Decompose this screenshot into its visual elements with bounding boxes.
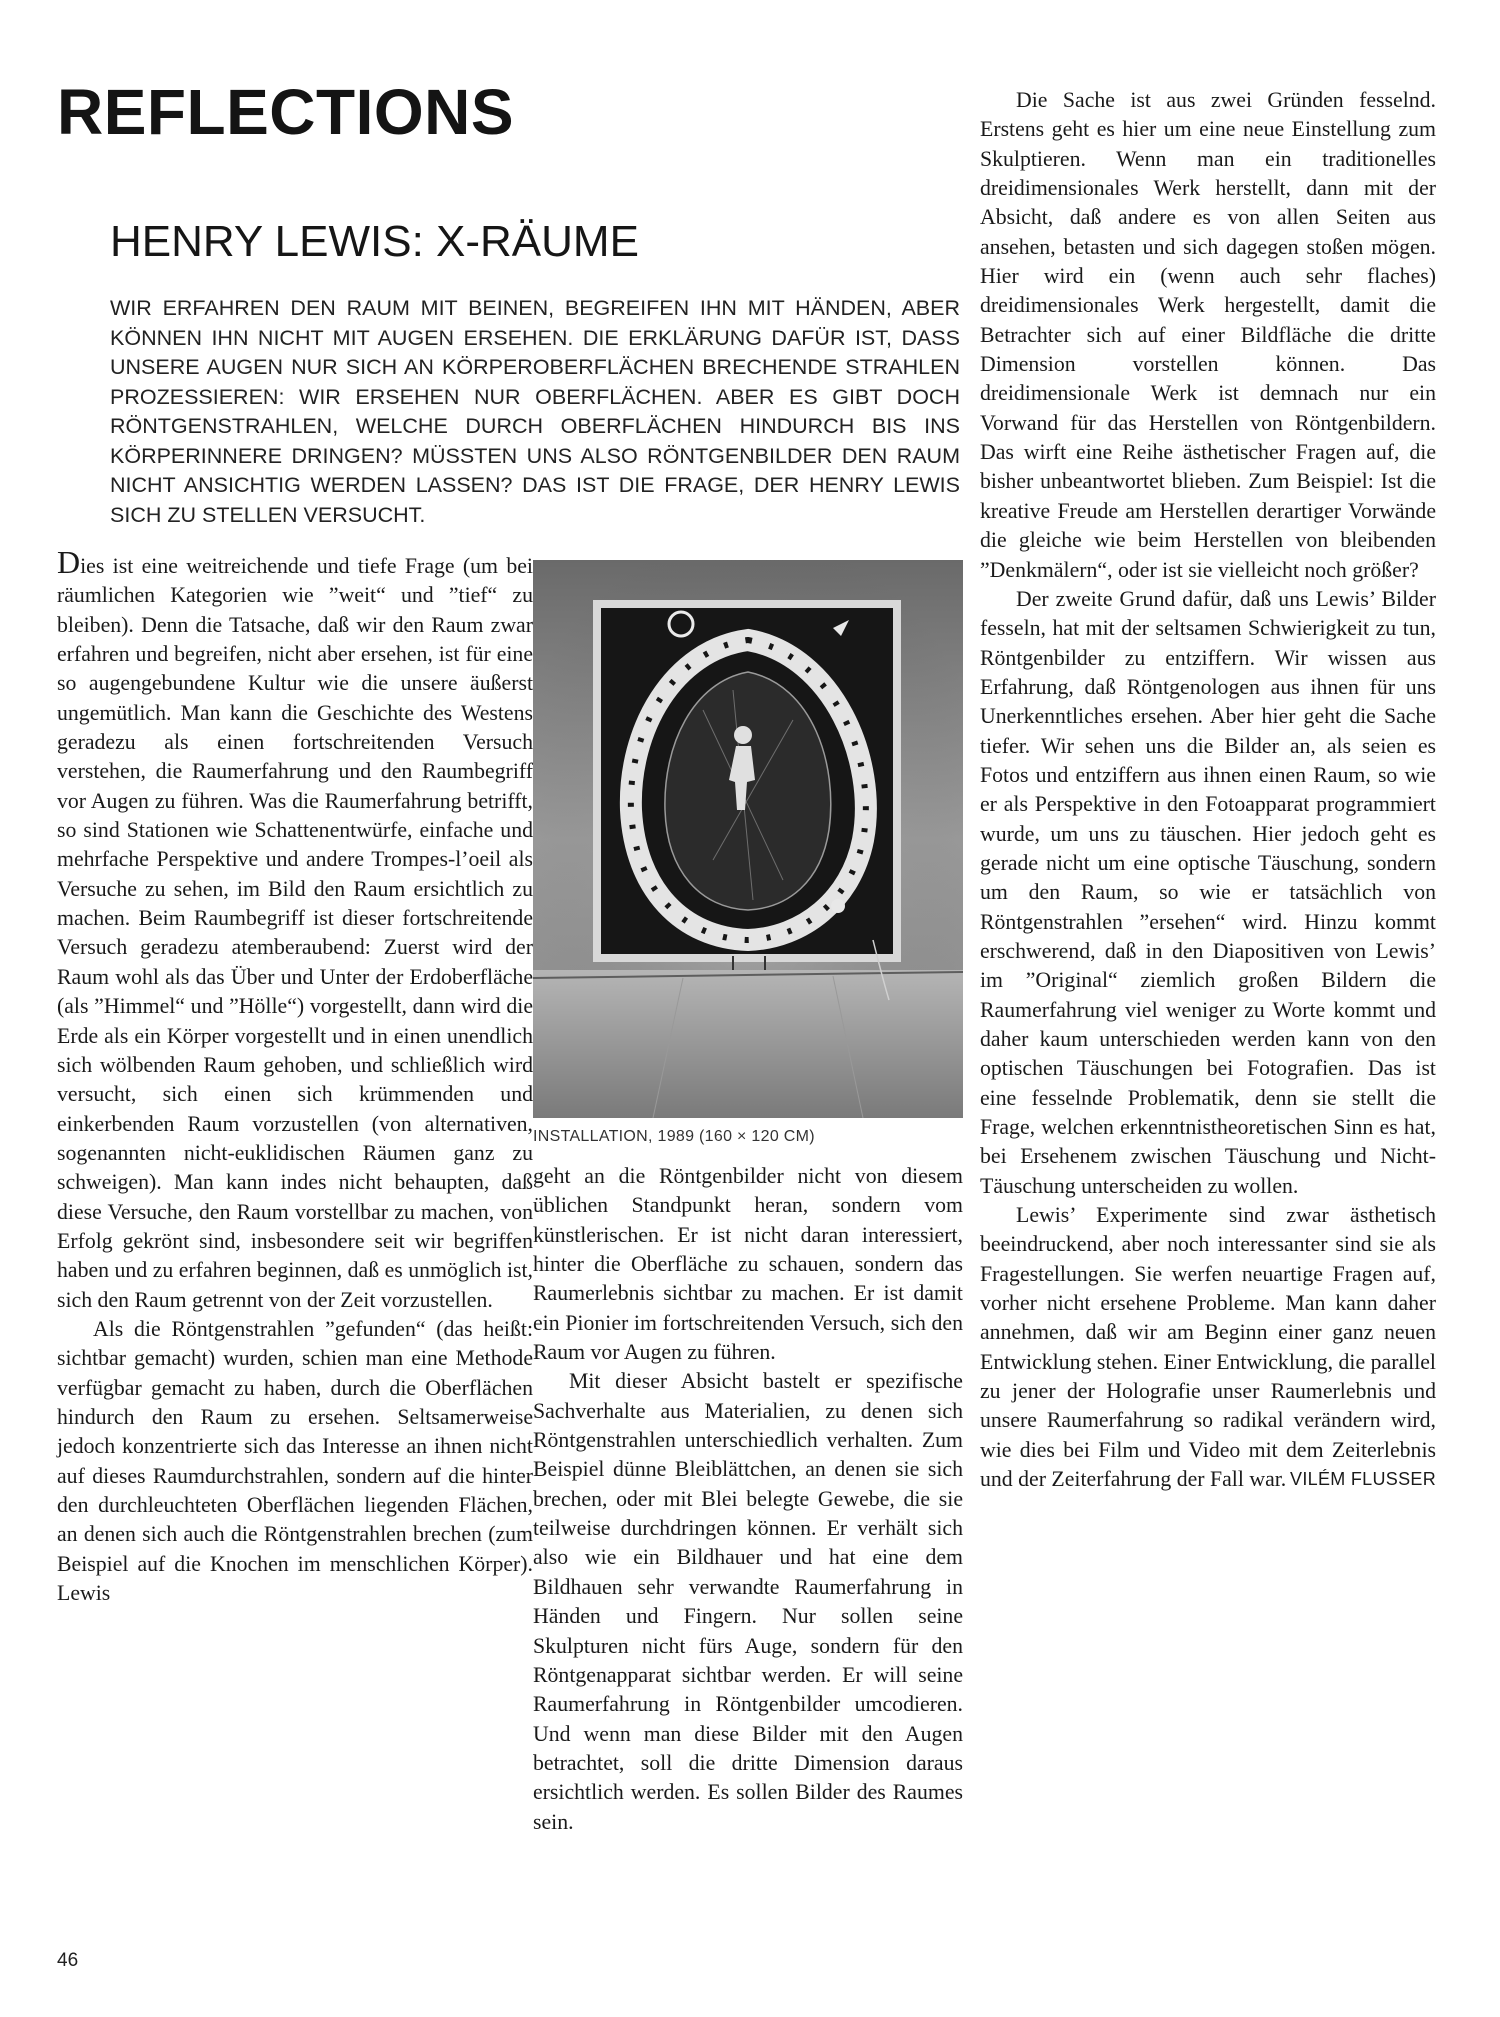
article-title: HENRY LEWIS: X-RÄUME	[110, 217, 639, 266]
body-paragraph: Mit dieser Absicht bastelt er spezifische Sachverhalte aus Materialien, zu denen sich Röntgenstrahlen unterschiedlich verhalten. Zum Beispiel dünne Bleiblättchen, an denen sie sich brechen, oder mit Blei belegte Gewebe, die sie teilweise durchdringen können. Er verhält sich also wie ein Bildhauer und hat eine dem Bildhauen sehr verwandte Raumerfahrung in Händen und Fingern. Nur sollen seine Skulpturen nicht fürs Auge, sondern für den Röntgenapparat sichtbar werden. Er will seine Raumerfahrung in Röntgenbilder umcodieren. Und wenn man diese Bilder mit den Augen betrachtet, soll die dritte Dimension daraus ersichtlich werden. Es sollen Bilder des Raumes sein.	[533, 1369, 963, 1834]
text-column-left	[57, 544, 533, 1608]
author-signature: VILÉM FLUSSER	[1290, 1469, 1436, 1490]
body-paragraph: Der zweite Grund dafür, daß uns Lewis’ Bilder fesseln, hat mit der seltsamen Schwierigkeit zu tun, Röntgenbilder zu entziffern. Wir wissen aus Erfahrung, daß Röntgenologen aus ihnen für uns Unerkenntliches ersehen. Aber hier geht die Sache tiefer. Wir sehen uns die Bilder an, als seien es Fotos und entziffern aus ihnen einen Raum, so wie er als Perspektive in den Fotoapparat programmiert wurde, um uns zu täuschen. Hier jedoch geht es gerade nicht um eine optische Täuschung, sondern um den Raum, so wie er tatsächlich von Röntgenstrahlen ”ersehen“ wird. Hinzu kommt erschwerend, daß in den Diapositiven von Lewis’ im ”Original“ ziemlich großen Bildern die Raumerfahrung viel weniger zu Worte kommt und daher kaum unterschieden werden kann von den optischen Täuschungen bei Fotografien. Das ist eine fesselnde Problematik, denn sie stellt die Frage, welchen erkenntnistheoretischen Sinn es hat, bei Ersehenem zwischen Täuschung und Nicht-Täuschung unterscheiden zu wollen.	[980, 586, 1436, 1198]
body-paragraph-text: Lewis’ Experimente sind zwar ästhetisch beeindruckend, aber noch interessanter sind sie als Fragestellungen. Sie werfen neuartige Fragen auf, vorher nicht ersehene Probleme. Man kann daher annehmen, daß wir am Beginn einer ganz neuen Entwicklung stehen. Einer Entwicklung, die parallel zu jener der Holografie unser Raumerlebnis und unsere Raumerfahrung so radikal verändern wird, wie dies bei Film und Video mit dem Zeiterlebnis und der Zeiterfahrung der Fall war.	[980, 1203, 1436, 1492]
drop-cap: D	[57, 544, 81, 580]
installation-photo	[533, 560, 963, 1118]
body-paragraph	[57, 544, 533, 1315]
section-title: REFLECTIONS	[57, 76, 515, 148]
figure-caption: INSTALLATION, 1989 (160 × 120 CM)	[533, 1128, 815, 1145]
text-column-right	[980, 86, 1436, 1495]
text-column-middle	[533, 1162, 963, 1837]
lead-paragraph: WIR ERFAHREN DEN RAUM MIT BEINEN, BEGREIFEN IHN MIT HÄNDEN, ABER KÖNNEN IHN NICHT MIT AUGEN ERSEHEN. DIE ERKLÄRUNG DAFÜR IST, DASS UNSERE AUGEN NUR SICH AN KÖRPEROBERFLÄCHEN BRECHENDE STRAHLEN PROZESSIEREN: WIR ERSEHEN NUR OBERFLÄCHEN. ABER ES GIBT DOCH RÖNTGENSTRAHLEN, WELCHE DURCH OBERFLÄCHEN HINDURCH BIS INS KÖRPERINNERE DRINGEN? MÜSSTEN UNS ALSO RÖNTGENBILDER DEN RAUM NICHT ANSICHTIG WERDEN LASSEN? DAS IST DIE FRAGE, DER HENRY LEWIS SICH ZU STELLEN VERSUCHT.	[110, 296, 960, 527]
body-paragraph: geht an die Röntgenbilder nicht von diesem üblichen Standpunkt heran, sondern vom künstlerischen. Er ist nicht daran interessiert, hinter die Oberfläche zu schauen, sondern das Raumerlebnis sichtbar zu machen. Er ist damit ein Pionier im fortschreitenden Versuch, sich den Raum vor Augen zu führen.	[533, 1164, 963, 1365]
body-paragraph: Als die Röntgenstrahlen ”gefunden“ (das heißt: sichtbar gemacht) wurden, schien man eine Methode verfügbar gemacht zu haben, durch die Oberflächen hindurch den Raum zu ersehen. Seltsamerweise jedoch konzentrierte sich das Interesse an ihnen nicht auf dieses Raumdurchstrahlen, sondern auf die hinter den durchleuchteten Oberflächen liegenden Flächen, an denen sich auch die Röntgenstrahlen brechen (zum Beispiel auf die Knochen im menschlichen Körper). Lewis	[57, 1316, 533, 1606]
body-paragraph-text: ies ist eine weitreichende und tiefe Frage (um bei räumlichen Kategorien wie ”weit“ und ”tief“ zu bleiben). Denn die Tatsache, daß wir den Raum zwar erfahren und begreifen, nicht aber ersehen, ist für eine so augengebundene Kultur wie die unsere äußerst ungemütlich. Man kann die Geschichte des Westens geradezu als einen fortschreitenden Versuch verstehen, die Raumerfahrung und den Raumbegriff vor Augen zu führen. Was die Raumerfahrung betrifft, so sind Stationen wie Schattenentwürfe, einfache und mehrfache Perspektive und andere Trompes-l’oeil als Versuche zu sehen, im Bild den Raum ersichtlich zu machen. Beim Raumbegriff ist dieser fortschreitende Versuch geradezu atemberaubend: Zuerst wird der Raum wohl als das Über und Unter der Erdoberfläche (als ”Himmel“ und ”Hölle“) vorgestellt, dann wird die Erde als ein Körper vorgestellt und in einen unendlich sich wölbenden Raum gehoben, und schließlich wird versucht, sich einen sich krümmenden und einkerbenden Raum vorzustellen (von alternativen, sogenannten nicht-euklidischen Räumen ganz zu schweigen). Man kann indes nicht behaupten, daß diese Versuche, den Raum vorstellbar zu machen, von Erfolg gekrönt sind, insbesondere seit wir begriffen haben und zu erfahren beginnen, daß es unmöglich ist, sich den Raum getrennt von der Zeit vorzustellen.	[57, 554, 533, 1312]
page-number: 46	[57, 1950, 79, 1971]
body-paragraph: Die Sache ist aus zwei Gründen fesselnd. Erstens geht es hier um eine neue Einstellung zum Skulptieren. Wenn man ein traditionelles dreidimensionales Werk herstellt, dann mit der Absicht, daß andere es von allen Seiten aus ansehen, betasten und sich dagegen stoßen mögen. Hier wird ein (wenn auch sehr flaches) dreidimensionales Werk hergestellt, damit die Betrachter sich auf einer Bildfläche die dritte Dimension vorstellen können. Das dreidimensionale Werk ist demnach nur ein Vorwand für das Herstellen von Röntgenbildern. Das wirft eine Reihe ästhetischer Fragen auf, die bisher unbeantwortet blieben. Zum Beispiel: Ist die kreative Freude am Herstellen derartiger Vorwände die gleiche wie beim Herstellen von bleibenden ”Denkmälern“, oder ist sie vielleicht noch größer?	[980, 88, 1436, 582]
body-paragraph	[980, 1201, 1436, 1494]
